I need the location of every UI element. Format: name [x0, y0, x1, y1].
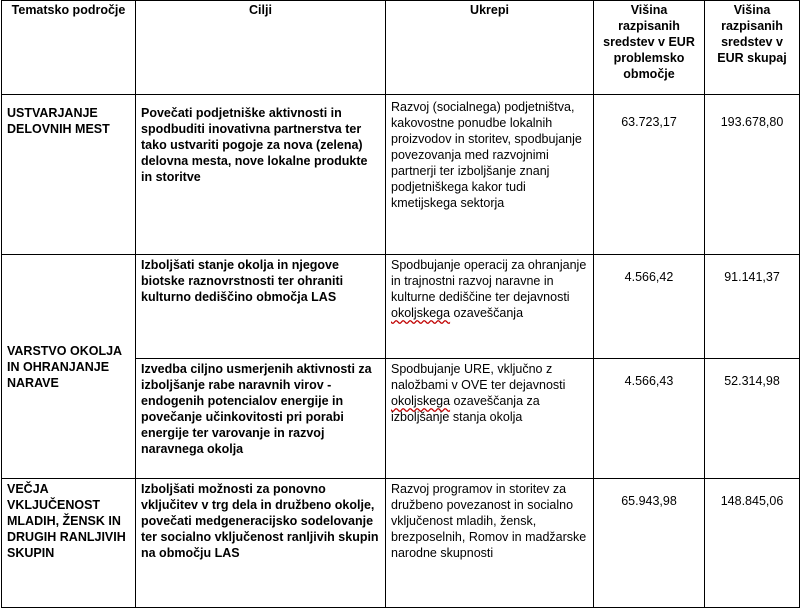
header-goals: Cilji: [136, 1, 386, 95]
header-row: [2, 1, 800, 95]
header-amount-total: Višina razpisanih sredstev v EUR skupaj: [705, 1, 800, 95]
area-cell: VARSTVO OKOLJA IN OHRANJANJE NARAVE: [2, 255, 136, 479]
goal-cell: Izboljšati stanje okolja in njegove biotske raznovrstnosti ter ohraniti kulturno dediščino območja LAS: [136, 255, 386, 359]
spellcheck-word: okoljskega: [391, 394, 451, 408]
measure-text: ozaveščanja za izboljšanje stanja okolja: [391, 394, 540, 424]
amount-problem-area-cell: 4.566,42: [594, 255, 705, 359]
measure-cell: Razvoj (socialnega) podjetništva, kakovostne ponudbe lokalnih proizvodov in storitev, spodbujanje povezovanja med razvojnimi partnerji ter izboljšanje znanj podjetniškega kakor tudi kmetijskega sektorja: [386, 95, 594, 255]
amount-total-cell: 52.314,98: [705, 359, 800, 479]
table-row: [2, 255, 800, 359]
measure-cell: Razvoj programov in storitev za družbeno povezanost in socialno vključenost mladih, žensk, brezposelnih, Romov in madžarske narodne skupnosti: [386, 479, 594, 608]
goal-cell: Izvedba ciljno usmerjenih aktivnosti za izboljšanje rabe naravnih virov - endogenih potencialov energije in povečanje učinkovitosti pri porabi energije ter varovanje in razvoj naravnega okolja: [136, 359, 386, 479]
measure-text: Spodbujanje URE, vključno z naložbami v OVE ter dejavnosti: [391, 362, 566, 392]
header-amount-problem-area: Višina razpisanih sredstev v EUR problemsko območje: [594, 1, 705, 95]
measure-cell: [386, 359, 594, 479]
amount-problem-area-cell: 65.943,98: [594, 479, 705, 608]
area-cell: VEČJA VKLJUČENOST MLADIH, ŽENSK IN DRUGIH RANLJIVIH SKUPIN: [2, 479, 136, 608]
goal-cell: Povečati podjetniške aktivnosti in spodbuditi inovativna partnerstva ter tako ustvariti pogoje za nova (zelena) delovna mesta, nove lokalne produkte in storitve: [136, 95, 386, 255]
amount-total-cell: 193.678,80: [705, 95, 800, 255]
goal-cell: Izboljšati možnosti za ponovno vključitev v trg dela in družbeno okolje, povečati medgeneracijsko sodelovanje ter socialno vključenost ranljivih skupin na območju LAS: [136, 479, 386, 608]
header-measures: Ukrepi: [386, 1, 594, 95]
spellcheck-word: okoljskega: [391, 306, 451, 320]
area-cell: USTVARJANJE DELOVNIH MEST: [2, 95, 136, 255]
measure-text: ozaveščanja: [450, 306, 524, 320]
header-area: Tematsko področje: [2, 1, 136, 95]
table-row: [2, 95, 800, 255]
measure-cell: [386, 255, 594, 359]
funding-table: [1, 0, 800, 608]
amount-total-cell: 91.141,37: [705, 255, 800, 359]
table-row: [2, 479, 800, 608]
amount-total-cell: 148.845,06: [705, 479, 800, 608]
amount-problem-area-cell: 63.723,17: [594, 95, 705, 255]
measure-text: Spodbujanje operacij za ohranjanje in trajnostni razvoj naravne in kulturne dediščine ter dejavnosti: [391, 258, 587, 304]
amount-problem-area-cell: 4.566,43: [594, 359, 705, 479]
